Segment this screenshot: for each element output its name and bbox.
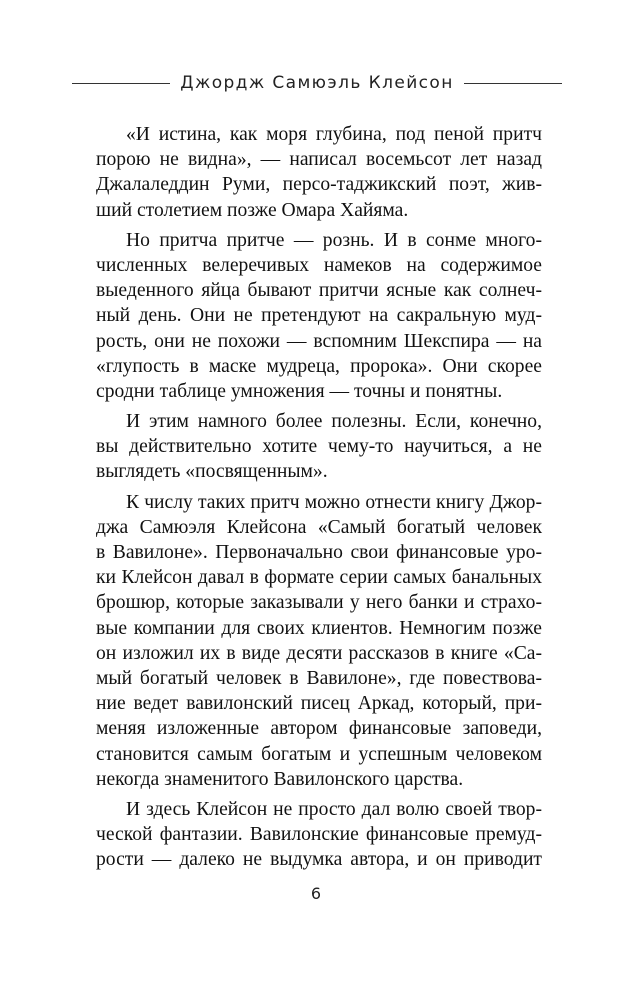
text-line: ший столетием позже Омара Хайяма. [96,199,409,221]
text-line: рости — далеко не выдумка автора, и он приводит [96,849,542,871]
text-line: рость, они не похожи — вспомним Шекспира — на [96,330,542,352]
text-line: некогда знаменитого Вавилонского царства. [96,768,464,790]
text-line: К числу таких притч можно отнести книгу Джор- [126,491,542,513]
text-line: мый богатый человек в Вавилоне», где повествова- [96,667,542,689]
page-number: 6 [310,884,322,903]
text-line: численных велеречивых намеков на содержимое [96,254,542,276]
text-line: И этим намного более полезны. Если, конечно, [126,411,542,433]
text-line: Но притча притче — рознь. И в сонме много- [126,229,542,251]
text-line: вые компании для своих клиентов. Немногим позже [96,617,542,639]
running-header [72,70,562,96]
text-line: он изложил их в виде десяти рассказов в книге «Са- [96,642,542,664]
text-line: ки Клейсон давал в формате серии самых банальных [96,567,542,589]
text-line: в Вавилоне». Первоначально свои финансовые уро- [96,542,542,563]
paragraph [96,409,542,485]
paragraph [96,228,542,404]
text-line: порою не видна», — написал восемьсот лет назад [96,149,542,171]
text-line: брошюр, которые заказывали у него банки и страхо- [96,592,542,614]
text-line: выеденного яйца бывают притчи ясные как солнеч- [96,280,542,302]
text-line: сродни таблице умножения — точны и понятны. [96,380,503,402]
header-rule-left [72,83,170,84]
text-line: выглядеть «посвященным». [96,461,328,483]
text-line: ный день. Они не претендуют на сакральную муд- [96,305,542,327]
text-line: И здесь Клейсон не просто дал волю своей твор- [126,798,542,820]
text-line: становится самым богатым и успешным человеком [96,743,542,765]
body-text [96,122,542,877]
text-line: «И истина, как моря глубина, под пеной притч [126,124,542,145]
text-line: ческой фантазии. Вавилонские финансовые премуд- [96,824,542,846]
header-title: Джордж Самюэль Клейсон [180,73,454,93]
text-line: «глупость в маске мудреца, пророка». Они скорее [96,355,542,377]
paragraph [96,122,542,223]
header-rule-right [464,83,562,84]
text-line: ние ведет вавилонский писец Аркад, который, при- [96,693,542,715]
paragraph [96,490,542,792]
text-line: меняя изложенные автором финансовые заповеди, [96,718,542,740]
text-line: джа Самюэля Клейсона «Самый богатый человек [96,516,542,538]
text-line: Джалаледдин Руми, персо-таджикский поэт, жив- [96,174,542,196]
text-line: вы действительно хотите чему-то научиться, а не [96,436,542,458]
paragraph [96,797,542,873]
